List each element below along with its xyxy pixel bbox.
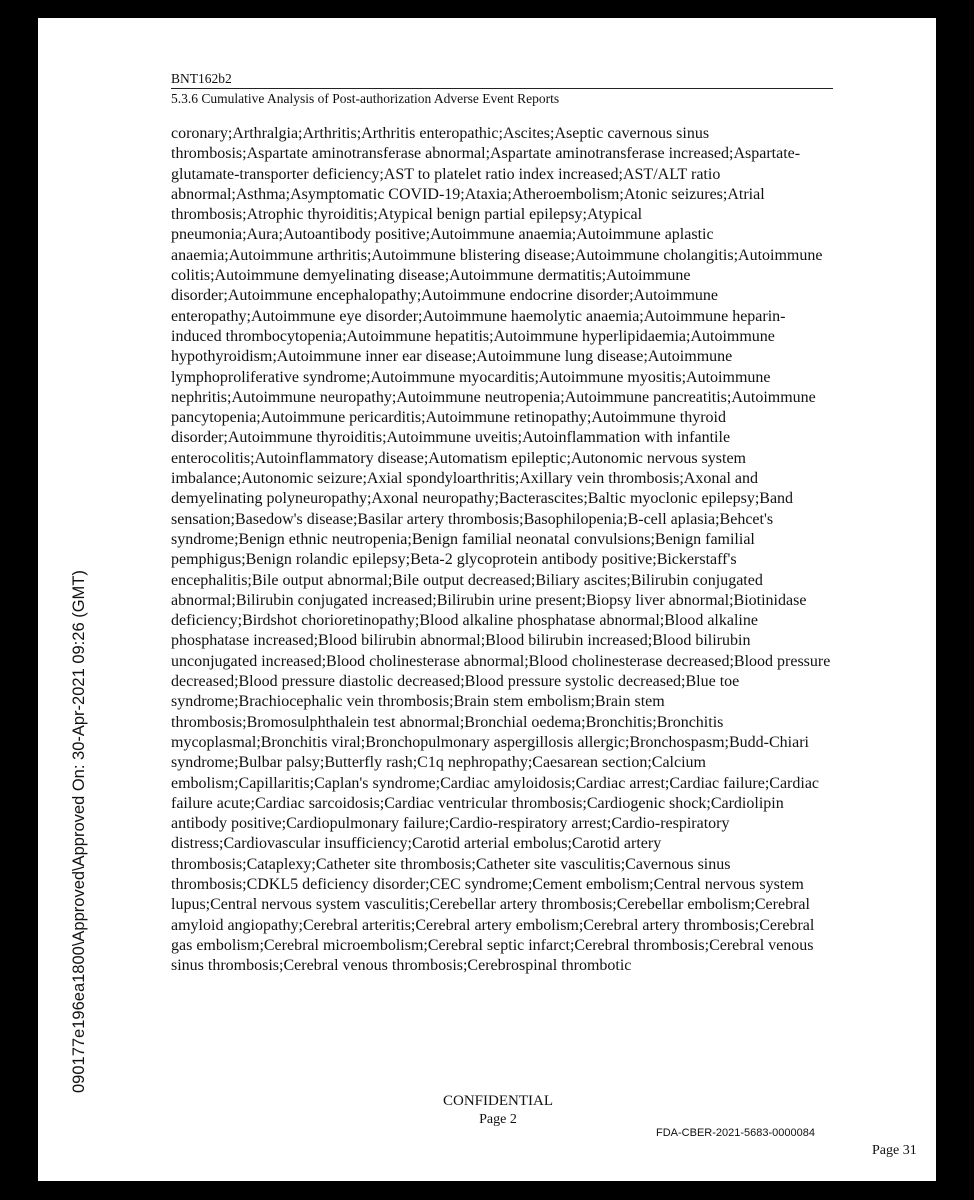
adverse-event-terms-text: coronary;Arthralgia;Arthritis;Arthritis enteropathic;Ascites;Aseptic cavernous sinus thrombosis;Aspartate aminotransferase abnormal;Aspartate aminotransferase increased;Aspartate-glutamate-transporter deficiency;AST to platelet ratio index increased;AST/ALT ratio abnormal;Asthma;Asymptomatic COVID-19;Ataxia;Atheroembolism;Atonic seizures;Atrial thrombosis;Atrophic thyroiditis;Atypical benign partial epilepsy;Atypical pneumonia;Aura;Autoantibody positive;Autoimmune anaemia;Autoimmune aplastic anaemia;Autoimmune arthritis;Autoimmune blistering disease;Autoimmune cholangitis;Autoimmune colitis;Autoimmune demyelinating disease;Autoimmune dermatitis;Autoimmune disorder;Autoimmune encephalopathy;Autoimmune endocrine disorder;Autoimmune enteropathy;Autoimmune eye disorder;Autoimmune haemolytic anaemia;Autoimmune heparin-induced thrombocytopenia;Autoimmune hepatitis;Autoimmune hyperlipidaemia;Autoimmune hypothyroidism;Autoimmune inner ear disease;Autoimmune lung disease;Autoimmune lymphoproliferative syndrome;Autoimmune myocarditis;Autoimmune myositis;Autoimmune nephritis;Autoimmune neuropathy;Autoimmune neutropenia;Autoimmune pancreatitis;Autoimmune pancytopenia;Autoimmune pericarditis;Autoimmune retinopathy;Autoimmune thyroid disorder;Autoimmune thyroiditis;Autoimmune uveitis;Autoinflammation with infantile enterocolitis;Autoinflammatory disease;Automatism epileptic;Autonomic nervous system imbalance;Autonomic seizure;Axial spondyloarthritis;Axillary vein thrombosis;Axonal and demyelinating polyneuropathy;Axonal neuropathy;Bacterascites;Baltic myoclonic epilepsy;Band sensation;Basedow's disease;Basilar artery thrombosis;Basophilopenia;B-cell aplasia;Behcet's syndrome;Benign ethnic neutropenia;Benign familial neonatal convulsions;Benign familial pemphigus;Benign rolandic epilepsy;Beta-2 glycoprotein antibody positive;Bickerstaff's encephalitis;Bile output abnormal;Bile output decreased;Biliary ascites;Bilirubin conjugated abnormal;Bilirubin conjugated increased;Bilirubin urine present;Biopsy liver abnormal;Biotinidase deficiency;Birdshot chorioretinopathy;Blood alkaline phosphatase abnormal;Blood alkaline phosphatase increased;Blood bilirubin abnormal;Blood bilirubin increased;Blood bilirubin unconjugated increased;Blood cholinesterase abnormal;Blood cholinesterase decreased;Blood pressure decreased;Blood pressure diastolic decreased;Blood pressure systolic decreased;Blue toe syndrome;Brachiocephalic vein thrombosis;Brain stem embolism;Brain stem thrombosis;Bromosulphthalein test abnormal;Bronchial oedema;Bronchitis;Bronchitis mycoplasmal;Bronchitis viral;Bronchopulmonary aspergillosis allergic;Bronchospasm;Budd-Chiari syndrome;Bulbar palsy;Butterfly rash;C1q nephropathy;Caesarean section;Calcium embolism;Capillaritis;Caplan's syndrome;Cardiac amyloidosis;Cardiac arrest;Cardiac failure;Cardiac failure acute;Cardiac sarcoidosis;Cardiac ventricular thrombosis;Cardiogenic shock;Cardiolipin antibody positive;Cardiopulmonary failure;Cardio-respiratory arrest;Cardio-respiratory distress;Cardiovascular insufficiency;Carotid arterial embolus;Carotid artery thrombosis;Cataplexy;Catheter site thrombosis;Catheter site vasculitis;Cavernous sinus thrombosis;CDKL5 deficiency disorder;CEC syndrome;Cement embolism;Central nervous system lupus;Central nervous system vasculitis;Cerebellar artery thrombosis;Cerebellar embolism;Cerebral amyloid angiopathy;Cerebral arteritis;Cerebral artery embolism;Cerebral artery thrombosis;Cerebral gas embolism;Cerebral microembolism;Cerebral septic infarct;Cerebral thrombosis;Cerebral venous sinus thrombosis;Cerebral venous thrombosis;Cerebrospinal thrombotic <box>171 125 831 975</box>
confidential-label: CONFIDENTIAL <box>443 1093 553 1109</box>
document-id: FDA-CBER-2021-5683-0000084 <box>656 1127 815 1139</box>
document-page <box>38 18 936 1181</box>
page-number: Page 31 <box>872 1143 917 1158</box>
header-divider <box>171 88 833 89</box>
document-product-name: BNT162b2 <box>171 71 232 86</box>
inner-page-label: Page 2 <box>479 1112 517 1127</box>
document-section-title: 5.3.6 Cumulative Analysis of Post-authorization Adverse Event Reports <box>171 91 560 106</box>
approval-stamp: 090177e196ea1800\Approved\Approved On: 30-Apr-2021 09:26 (GMT) <box>70 570 88 1093</box>
